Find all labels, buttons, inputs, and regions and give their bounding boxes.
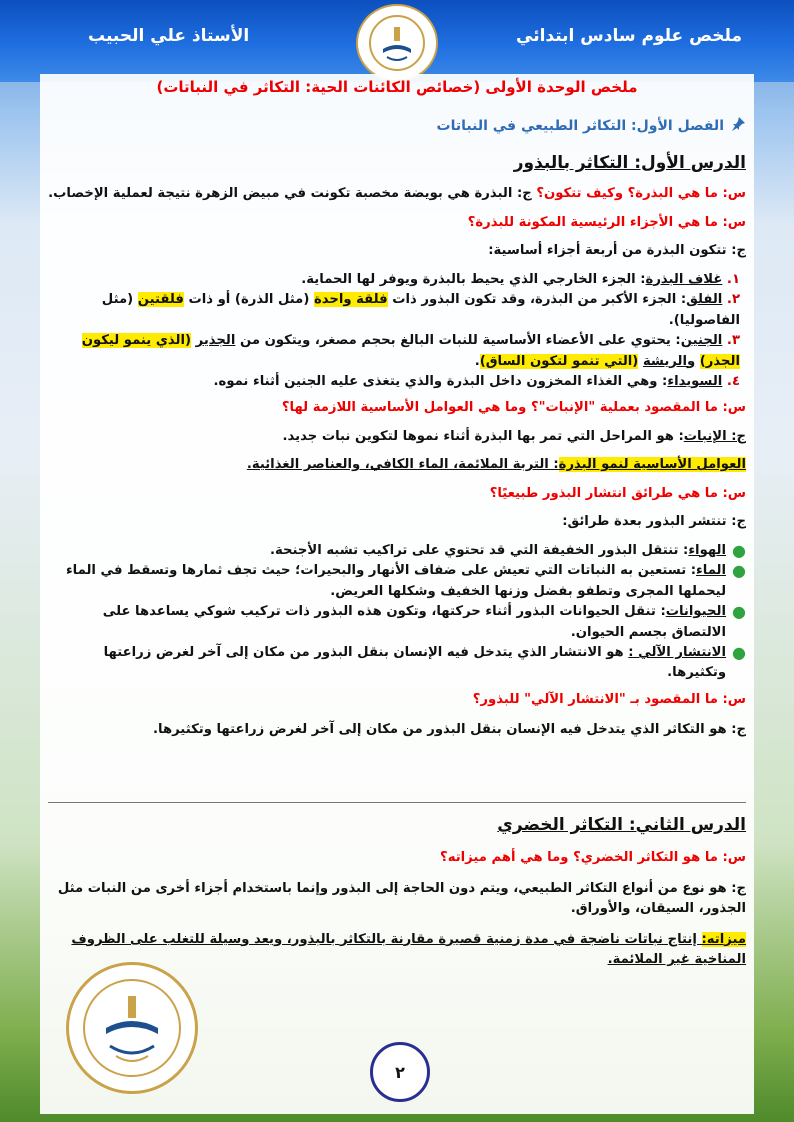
chapter-heading [437,116,746,136]
term: السويداء [667,373,723,389]
definition: إنتاج نباتات ناضجة في مدة زمنية قصيرة مقارنة بالتكاثر بالبذور، ويعد وسيلة للتغلب على الظروف المناخية غير الملائمة. [71,931,746,968]
definition: : يحتوي على الأعضاء الأساسية للنبات البالغ بحجم مصغر، ويتكون من [235,333,681,349]
lesson1-title: الدرس الأول: التكاثر بالبذور [513,153,746,173]
term: الحيوانات [665,604,727,620]
chapter-title: الفصل الأول: التكاثر الطبيعي في النباتات [436,118,724,134]
header-subject-title: ملخص علوم سادس ابتدائي [516,26,742,46]
term: الهواء [688,542,727,558]
section-divider [48,802,746,803]
list-item [46,602,746,643]
bullet-icon: ● [732,602,746,622]
definition: : تستعين به النباتات التي تعيش على ضفاف الأنهار والبحيرات؛ حيث تجف ثمارها وتسقط في الماء ليحملها المجرى وتطفو بفضل وزنها الخفيف وشكلها العريض. [65,563,727,599]
unit-title: ملخص الوحدة الأولى (خصائص الكائنات الحية: التكاثر في النباتات) [156,78,638,96]
pin-icon [730,116,746,136]
question-5: س: ما المقصود بـ "الانتشار الآلي" للبذور؟ [472,691,746,707]
header-teacher-name: الأستاذ علي الحبيب [88,26,250,46]
term: الماء [696,563,727,579]
question-2: س: ما هي الأجزاء الرئيسية المكونة للبذرة؟ [467,214,746,230]
highlight: ميزاته: [701,931,746,947]
bullet-icon: ● [732,540,746,560]
answer-6: ج: هو نوع من أنواع التكاثر الطبيعي، ويتم دون الحاجة إلى البذور وإنما باستخدام أجزاء أخرى من النبات مثل الجذور، السيقان، والأوراق. [57,880,746,917]
answer-5: ج: هو التكاثر الذي يتدخل فيه الإنسان بنقل البذور من مكان إلى آخر لغرض زراعتها وتكثيرها. [153,722,746,738]
page-number: ٢ [370,1042,430,1102]
answer-2: ج: تتكون البذرة من أربعة أجزاء أساسية: [488,243,746,259]
term: الفلق [686,292,723,308]
seed-part-item [46,290,740,331]
teacher-logo-icon [356,4,438,82]
term: ج: الإنبات [683,428,746,444]
seed-parts-list [46,270,746,393]
lesson1-section [46,150,746,741]
term: غلاف البذرة [645,271,723,287]
question-1: س: ما هي البذرة؟ وكيف تتكون؟ [536,186,746,202]
definition: (مثل الفاصوليا). [101,292,740,328]
answer-1: ج: البذرة هي بويضة مخصبة تكونت في مبيض الزهرة نتيجة لعملية الإخصاب. [48,186,532,202]
question-4: س: ما هي طرائق انتشار البذور طبيعيًا؟ [489,485,746,501]
definition: هو الانتشار الذي يتدخل فيه الإنسان بنقل البذور من مكان إلى آخر لغرض زراعتها وتكثيرها. [103,644,727,681]
definition: : التربة الملائمة، الماء الكافي، والعناصر الغذائية. [246,457,559,473]
definition: : وهي الغذاء المخزون داخل البذرة والذي يتغذى عليه الجنين أثناء نموه. [213,373,668,389]
definition: : هو المراحل التي تمر بها البذرة أثناء نموها لتكوين نبات جديد. [282,428,684,444]
question-answer-1 [46,184,746,204]
seed-part-item: ٣. الجنين: يحتوي على الأعضاء الأساسية للنبات البالغ بحجم مصغر، ويتكون من الجذير (الذي ينمو ليكون الجذر) والريشة (التي تنمو لتكون الساق). [81,333,740,369]
item-number: ٤. [726,373,740,389]
term: الانتشار الآلي : [628,644,727,660]
definition: : الجزء الخارجي الذي يحيط بالبذرة ويوفر لها الحماية. [301,271,646,287]
bullet-icon: ● [732,642,746,662]
definition: : الجزء الأكبر من البذرة، وقد تكون البذور ذات [387,292,687,308]
dispersal-methods-list [46,541,746,684]
list-item [46,643,746,684]
highlight: فلقتين [137,292,184,308]
seed-part-item [46,270,740,290]
item-number: ٢. [726,292,740,308]
lesson2-section [46,812,746,971]
question-3: س: ما المقصود بعملية "الإنبات"؟ وما هي العوامل الأساسية اللازمة لها؟ [281,400,746,416]
germination-factors [46,455,746,475]
bullet-icon: ● [732,561,746,581]
term: والريشة [642,353,696,369]
item-number: ٣. [726,333,740,349]
highlight: (الذي ينمو ليكون الجذر) [81,333,740,369]
teacher-logo-large-icon [66,962,198,1094]
list-item [46,561,746,602]
term: الجذير [195,333,236,349]
highlight: العوامل الأساسية لنمو البذرة [558,457,746,473]
item-number: ١. [726,271,740,287]
list-item [46,541,746,561]
definition: : تنتقل البذور الخفيفة التي قد تحتوي على تراكيب تشبه الأجنحة. [269,542,689,558]
lesson2-title: الدرس الثاني: التكاثر الخضري [497,815,746,835]
question-6: س: ما هو التكاثر الخضري؟ وما هي أهم ميزاته؟ [440,850,746,866]
term: الجنين [680,333,723,349]
highlight: فلقة واحدة [313,292,388,308]
answer-3 [46,427,746,447]
seed-part-item [46,372,740,392]
answer-4: ج: تنتشر البذور بعدة طرائق: [562,514,746,530]
definition: (مثل الذرة) أو ذات [183,292,314,308]
definition: : تنقل الحيوانات البذور أثناء حركتها، وتكون هذه البذور ذات تركيب شوكي يساعدها على الالتصاق بجسم الحيوان. [102,604,727,640]
highlight: (التي تنمو لتكون الساق) [479,353,639,369]
